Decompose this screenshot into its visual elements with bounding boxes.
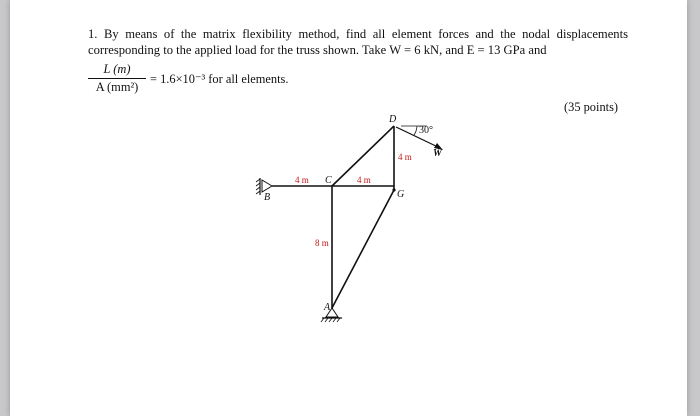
node-label-g: G: [397, 189, 405, 200]
dim-cg: 4 m: [357, 175, 371, 185]
node-label-b: B: [264, 192, 271, 203]
points-label: (35 points): [564, 100, 619, 114]
ratio-value: = 1.6×10⁻³ for all elements.: [150, 72, 289, 86]
dim-dg: 4 m: [398, 152, 412, 162]
document-page: [10, 0, 687, 416]
dim-bc: 4 m: [295, 175, 309, 185]
fraction-numerator: L (m): [103, 62, 131, 76]
truss-figure: [10, 0, 687, 416]
angle-label: 30°: [419, 125, 433, 136]
problem-statement: 1. By means of the matrix flexibility method, find all element forces and the nodal displacements corresponding to the applied load for the truss shown. Take W = 6 kN, and E = 13 GPa and: [88, 27, 628, 58]
node-label-a: A: [324, 302, 331, 313]
node-label-c: C: [325, 175, 332, 186]
dim-ca: 8 m: [315, 238, 329, 248]
load-label: W: [433, 148, 442, 159]
fraction-denominator: A (mm²): [95, 80, 139, 94]
member-ag: [332, 190, 394, 308]
node-label-d: D: [389, 114, 397, 125]
joint-g: [392, 188, 395, 191]
truss-members: [272, 126, 394, 308]
